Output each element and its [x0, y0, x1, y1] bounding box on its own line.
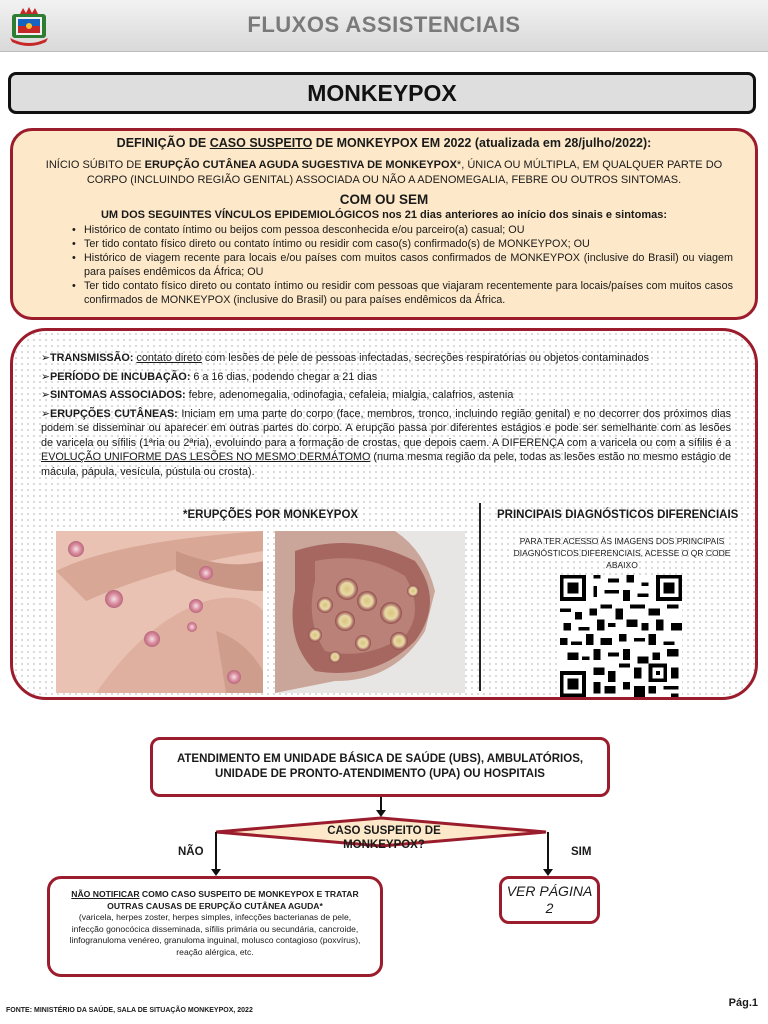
- vertical-divider: [479, 503, 481, 691]
- sintomas-label: SINTOMAS ASSOCIADOS:: [50, 389, 186, 401]
- page-title: MONKEYPOX: [307, 79, 457, 106]
- arrow-bullet-icon: ➢: [41, 352, 51, 364]
- decision-text: CASO SUSPEITO DE MONKEYPOX?: [327, 825, 441, 851]
- photos-title: *ERUPÇÕES POR MONKEYPOX: [183, 509, 359, 521]
- page-header: [0, 0, 768, 52]
- flow-no-bold: COMO CASO SUSPEITO DE MONKEYPOX E TRATAR OUTRAS CAUSAS DE ERUPÇÃO CUTÂNEA AGUDA*: [107, 889, 359, 911]
- arrow-bullet-icon: ➢: [41, 370, 51, 383]
- genital-lesions-photo: [275, 531, 465, 693]
- definition-title-underlined: CASO SUSPEITO: [209, 136, 313, 150]
- arrow-bullet-icon: ➢: [41, 407, 51, 420]
- transmissao-text: com lesões de pele de pessoas infectadas, secreções respiratórias ou objetos contaminados: [201, 352, 650, 364]
- periodo-line: [41, 370, 731, 385]
- definition-text: [29, 158, 739, 188]
- definition-title: [29, 136, 739, 150]
- yes-label: SIM: [571, 846, 592, 858]
- hand-lesions-photo: [56, 531, 263, 693]
- diagnostics-title: PRINCIPAIS DIAGNÓSTICOS DIFERENCIAIS: [497, 509, 739, 521]
- definition-text-post: *, ÚNICA OU MÚLTIPLA, EM QUALQUER PARTE DO CORPO (INCLUINDO REGIÃO GENITAL) ASSOCIADA OU NÃO A ADENOMEGALIA, FEBRE OU OUTROS SINTOMAS.: [86, 159, 723, 186]
- qr-note: PARA TER ACESSO ÀS IMAGENS DOS PRINCIPAIS DIAGNÓSTICOS DIFERENCIAIS, ACESSE O QR CODE ABAIXO: [513, 536, 731, 570]
- sintomas-text: febre, adenomegalia, odinofagia, cefaleia, mialgia, calafrios, astenia: [185, 389, 514, 401]
- periodo-text: 6 a 16 dias, podendo chegar a 21 dias: [190, 370, 378, 383]
- transmissao-underlined: contato direto: [136, 352, 202, 364]
- periodo-label: PERÍODO DE INCUBAÇÃO:: [50, 370, 191, 383]
- title-box: [8, 72, 756, 114]
- arrow-down-icon: [543, 869, 553, 876]
- footer-source: FONTE: MINISTÉRIO DA SAÚDE, SALA DE SITUAÇÃO MONKEYPOX, 2022: [6, 1007, 253, 1014]
- sintomas-line: [41, 388, 731, 403]
- flow-no-underlined: NÃO NOTIFICAR: [71, 889, 140, 899]
- flow-no-heading: [64, 889, 366, 912]
- flow-yes-box: VER PÁGINA 2: [499, 876, 600, 924]
- vinculos-list: [29, 223, 739, 307]
- flow-no-box: [47, 876, 383, 977]
- page-number: Pág.1: [728, 997, 758, 1009]
- transmissao-line: [41, 351, 731, 366]
- com-ou-sem-heading: COM OU SEM: [339, 192, 429, 207]
- flow-start-box: ATENDIMENTO EM UNIDADE BÁSICA DE SAÚDE (UBS), AMBULATÓRIOS, UNIDADE DE PRONTO-ATENDIMENTO (UPA) OU HOSPITAIS: [150, 737, 610, 797]
- erupcoes-underlined: EVOLUÇÃO UNIFORME DAS LESÕES NO MESMO DERMÁTOMO: [41, 451, 371, 463]
- no-label: NÃO: [178, 846, 204, 858]
- list-item: • Ter tido contato físico direto ou contato íntimo ou residir com caso(s) confirmado(s) de MONKEYPOX; OU: [74, 237, 733, 251]
- arrow-down-icon: [376, 810, 386, 817]
- list-item: • Histórico de contato íntimo ou beijos com pessoa desconhecida e/ou parceiro(a) casual; OU: [74, 223, 733, 237]
- header-title: FLUXOS ASSISTENCIAIS: [247, 12, 521, 37]
- list-item: • Histórico de viagem recente para locais e/ou países com muitos casos confirmados de MONKEYPOX (inclusive do Brasil) ou viagem para países endêmicos da África; OU: [74, 251, 733, 279]
- erupcoes-end: (numa mesma região da pele, todas as lesões estão no mesmo estágio de mácula, pápula, vesícula, pústula ou crosta).: [41, 451, 731, 478]
- info-lines: [41, 351, 731, 483]
- arrow-down-icon: [211, 869, 221, 876]
- flow-no-text: (varicela, herpes zoster, herpes simples, infecções bacterianas de pele, infecção gonocócica disseminada, sífilis primária ou secundária, cancroide, linfogranuloma venéreo, granuloma inguinal, molusco contagioso (poxvírus), reação alérgica, etc.: [69, 912, 361, 957]
- info-box: [10, 328, 758, 700]
- definition-title-post: DE MONKEYPOX EM 2022 (atualizada em 28/julho/2022):: [312, 136, 652, 150]
- qr-code-icon: [555, 575, 687, 697]
- list-item: • Ter tido contato físico direto ou contato íntimo ou residir com pessoas que viajaram recentemente para locais/países com muitos casos confirmados de MONKEYPOX (inclusive do Brasil) ou para países endêmicos da África.: [74, 279, 733, 307]
- definition-title-pre: DEFINIÇÃO DE: [116, 136, 210, 150]
- definition-text-bold: ERUPÇÃO CUTÂNEA AGUDA SUGESTIVA DE MONKEYPOX: [144, 159, 457, 171]
- erupcoes-text: Iniciam em uma parte do corpo (face, membros, tronco, incluindo região genital) e no decorrer dos próximos dias podem se disseminar ou aparecer em outras partes do corpo. A erupção passa por diferentes estágios e pode ser semelhante com as lesões de varicela ou sífilis (1ªria ou 2ªria), evoluindo para a formação de crostas, que depois caem. A DIFERENÇA com a varicela ou com a sífilis é a: [41, 407, 731, 449]
- arrow-bullet-icon: ➢: [41, 389, 51, 401]
- transmissao-label: TRANSMISSÃO:: [50, 352, 134, 364]
- erupcoes-label: ERUPÇÕES CUTÂNEAS:: [50, 407, 178, 420]
- vinculos-heading: UM DOS SEGUINTES VÍNCULOS EPIDEMIOLÓGICOS nos 21 dias anteriores ao início dos sinais e sintomas:: [100, 209, 667, 221]
- erupcoes-line: [41, 407, 731, 480]
- definition-box: [10, 128, 758, 320]
- definition-text-pre: INÍCIO SÚBITO DE: [45, 159, 145, 171]
